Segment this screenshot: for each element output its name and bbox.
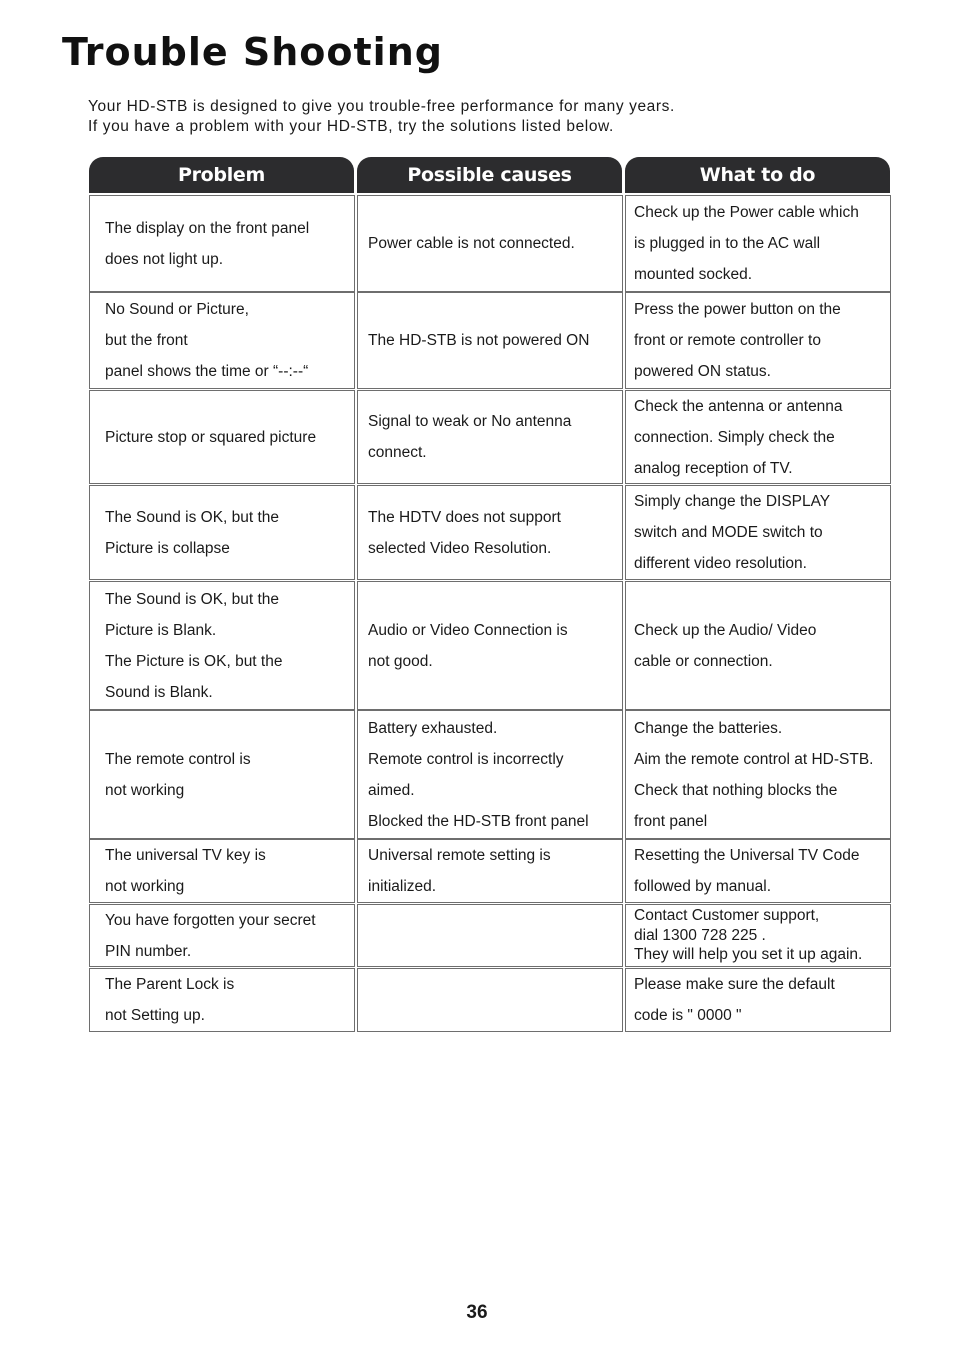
cause-cell <box>357 968 623 1032</box>
action-cell <box>625 485 891 580</box>
cell-text-line: not Setting up. <box>105 1007 205 1024</box>
cell-text-line: No Sound or Picture, <box>105 301 249 318</box>
cell-text-line: different video resolution. <box>634 555 807 572</box>
action-cell <box>625 581 891 710</box>
intro-line: Your HD-STB is designed to give you trouble-free performance for many years. <box>88 98 675 115</box>
action-cell <box>625 904 891 967</box>
cell-text-line: Picture stop or squared picture <box>105 428 317 446</box>
action-cell <box>625 195 891 292</box>
cell-text-line: does not light up. <box>105 250 224 268</box>
cell-text-line: not good. <box>368 652 433 670</box>
problem-cell <box>89 839 355 903</box>
cell-text-line: not working <box>105 781 185 799</box>
cell-text-line: Resetting the Universal TV Code <box>634 847 860 864</box>
cell-text-line: The remote control is <box>105 750 251 768</box>
action-cell <box>625 292 891 389</box>
cell-text-line: code is " 0000 " <box>634 1007 742 1024</box>
cell-text-line: Check that nothing blocks the <box>634 781 838 799</box>
cell-text-line: front or remote controller to <box>634 332 821 349</box>
problem-cell <box>89 968 355 1032</box>
cell-text-line: Change the batteries. <box>634 719 783 737</box>
cell-text-line: Simply change the DISPLAY <box>634 493 831 510</box>
cell-text-line: Contact Customer support, <box>634 907 820 925</box>
cell-text-line: Check up the Power cable which <box>634 204 859 221</box>
cell-text-line: Press the power button on the <box>634 301 841 318</box>
cause-cell <box>357 839 623 903</box>
header-what-to-do: What to do <box>625 157 890 193</box>
cell-text-line: The Picture is OK, but the <box>105 652 283 670</box>
cell-text-line: not working <box>105 878 185 895</box>
cause-cell <box>357 581 623 710</box>
problem-cell <box>89 581 355 710</box>
intro-line: If you have a problem with your HD-STB, try the solutions listed below. <box>88 117 614 135</box>
cell-text-line: connect. <box>368 444 427 461</box>
cell-text-line: followed by manual. <box>634 878 771 895</box>
problem-cell <box>89 904 355 967</box>
header-problem: Problem <box>89 157 354 193</box>
cell-text-line: Blocked the HD-STB front panel <box>368 812 589 830</box>
cell-text-line: panel shows the time or “--:--“ <box>105 363 309 380</box>
intro-text <box>88 97 675 136</box>
cell-text-line: is plugged in to the AC wall <box>634 235 821 252</box>
cell-text-line: cable or connection. <box>634 652 773 670</box>
cell-text-line: switch and MODE switch to <box>634 524 823 541</box>
cell-text-line: The HDTV does not support <box>368 508 561 526</box>
cause-cell <box>357 904 623 967</box>
cell-text-line: analog reception of TV. <box>634 459 793 477</box>
cell-text-line: powered ON status. <box>634 363 771 380</box>
cause-cell <box>357 292 623 389</box>
cell-text-line: You have forgotten your secret <box>105 911 316 929</box>
cell-text-line: mounted socked. <box>634 266 753 283</box>
cell-text-line: Remote control is incorrectly <box>368 750 564 768</box>
problem-cell <box>89 485 355 580</box>
problem-cell <box>89 292 355 389</box>
cause-cell <box>357 710 623 839</box>
action-cell <box>625 968 891 1032</box>
cell-text-line: initialized. <box>368 878 437 895</box>
cell-text-line: Picture is collapse <box>105 539 230 557</box>
cell-text-line: Sound is Blank. <box>105 683 213 701</box>
cause-cell <box>357 485 623 580</box>
cell-text-line: dial 1300 728 225 . <box>634 926 766 944</box>
cell-text-line: connection. Simply check the <box>634 428 835 446</box>
cell-text-line: The HD-STB is not powered ON <box>368 332 590 349</box>
cell-text-line: front panel <box>634 812 708 830</box>
cell-text-line: Audio or Video Connection is <box>368 621 568 639</box>
action-cell <box>625 839 891 903</box>
cell-text-line: Power cable is not connected. <box>368 235 575 252</box>
page-title: Trouble Shooting <box>62 30 443 74</box>
action-cell <box>625 390 891 484</box>
cause-cell <box>357 195 623 292</box>
cause-cell <box>357 390 623 484</box>
cell-text-line: Signal to weak or No antenna <box>368 413 572 430</box>
cell-text-line: Aim the remote control at HD-STB. <box>634 750 874 768</box>
cell-text-line: The Sound is OK, but the <box>105 508 280 526</box>
cell-text-line: The Parent Lock is <box>105 976 235 993</box>
problem-cell <box>89 390 355 484</box>
cell-text-line: aimed. <box>368 781 415 799</box>
cell-text-line: The display on the front panel <box>105 219 310 237</box>
page-number: 36 <box>466 1302 488 1323</box>
cell-text-line: Please make sure the default <box>634 976 835 993</box>
cell-text-line: Check the antenna or antenna <box>634 397 843 415</box>
problem-cell <box>89 710 355 839</box>
cell-text-line: The Sound is OK, but the <box>105 590 280 608</box>
header-possible-causes: Possible causes <box>357 157 622 193</box>
cell-text-line: Universal remote setting is <box>368 847 551 864</box>
cell-text-line: selected Video Resolution. <box>368 539 552 557</box>
cell-text-line: They will help you set it up again. <box>634 946 863 964</box>
cell-text-line: Check up the Audio/ Video <box>634 621 817 639</box>
problem-cell <box>89 195 355 292</box>
cell-text-line: The universal TV key is <box>105 847 266 864</box>
cell-text-line: PIN number. <box>105 942 192 960</box>
action-cell <box>625 710 891 839</box>
cell-text-line: Picture is Blank. <box>105 621 217 639</box>
cell-text-line: Battery exhausted. <box>368 719 498 737</box>
cell-text-line: but the front <box>105 332 188 349</box>
